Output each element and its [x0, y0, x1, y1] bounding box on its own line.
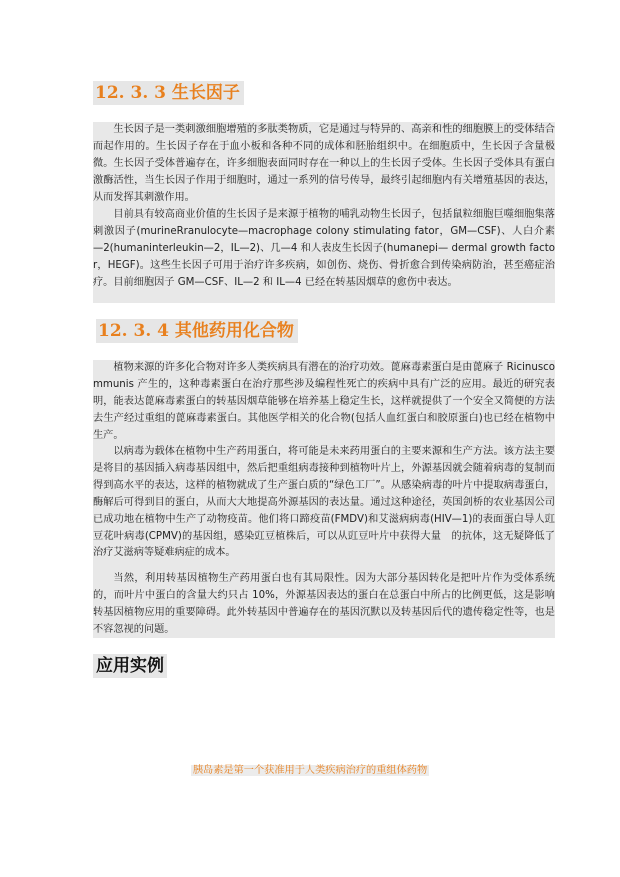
paragraph-ricin: 植物来源的许多化合物对许多人类疾病具有潜在的治疗功效。蓖麻毒素蛋白是由蓖麻子 Ricinuscommunis 产生的，这种毒素蛋白在治疗那些涉及编程性死亡的疾病中具有广泛的应用。最近的研究表明，能表达蓖麻毒素蛋白的转基因烟草能够在培养基上稳定生长，这样就提供了一个安全又简便的方法去生产经过重组的蓖麻毒素蛋白。其他医学相关的化合物(包括人血红蛋白和胶原蛋白)也已经在植物中生产。: [93, 362, 555, 441]
caption-insulin: [0, 761, 620, 776]
paragraph-limitations: 当然，利用转基因植物生产药用蛋白也有其局限性。因为大部分基因转化是把叶片作为受体系统的，而叶片中蛋白的含量大约只占 10%，外源基因表达的蛋白在总蛋白中所占的比例更低，这是影响转基因植物应用的重要障碍。此外转基因中普遍存在的基因沉默以及转基因后代的遗传稳定性等，也是不容忽视的问题。: [93, 573, 555, 635]
paragraph-viral-vector: 以病毒为载体在植物中生产药用蛋白，将可能是未来药用蛋白的主要来源和生产方法。该方法主要是将目的基因插入病毒基因组中，然后把重组病毒接种到植物叶片上，外源基因就会随着病毒的复制而得到高水平的表达，这样的植物就成了生产蛋白质的“绿色工厂”。从感染病毒的叶片中提取病毒蛋白，酶解后可得到目的蛋白，从而大大地提高外源基因的表达量。通过这种途径，英国剑桥的农业基因公司已成功地在植物中生产了动物疫苗。他们将口蹄疫苗(FMDV)和艾滋病病毒(HIV—1)的表面蛋白导人豇豆花叶病毒(CPMV)的基因组，感染豇豆植株后，可以从豇豆叶片中获得大量 的抗体，这无疑降低了治疗艾滋病等疑难病症的成本。: [93, 446, 555, 559]
caption-text: 胰岛素是第一个获准用于人类疾病治疗的重组体药物: [192, 765, 428, 776]
section-heading-examples: 应用实例: [93, 654, 167, 678]
paragraph-growth-factor-commercial: 目前具有较高商业价值的生长因子是来源于植物的哺乳动物生长因子，包括鼠粒细胞巨噬细胞集落刺激因子(murineRranulocyte—macrophage colony stimulating fator，GM—CSF)、人白介素—2(humaninterleukin—2，IL—2)、几—4 和人表皮生长因子(humanepi— dermal growth factor，HEGF)。这些生长因子可用于治疗许多疾病，如创伤、烧伤、骨折愈合到传染病防治，甚至癌症治疗。目前细胞因子 GM—CSF、IL—2 和 IL—4 已经在转基因烟草的愈伤中表达。: [93, 209, 555, 288]
section-heading-growth-factor: 12. 3. 3 生长因子: [93, 81, 244, 105]
section-heading-other-compounds: 12. 3. 4 其他药用化合物: [96, 319, 298, 343]
paragraph-growth-factor-intro: 生长因子是一类刺激细胞增殖的多肽类物质，它是通过与特异的、高亲和性的细胞膜上的受体结合而起作用的。生长因子存在于血小板和各种不同的成体和胚胎组织中。在细胞质中，生长因子含量极微。生长因子受体普遍存在，许多细胞表面同时存在一种以上的生长因子受体。生长因子受体具有蛋白激酶活性，当生长因子作用于细胞时，通过一系列的信号传导，最终引起细胞内有关增殖基因的表达，从而发挥其刺激作用。: [93, 124, 555, 203]
